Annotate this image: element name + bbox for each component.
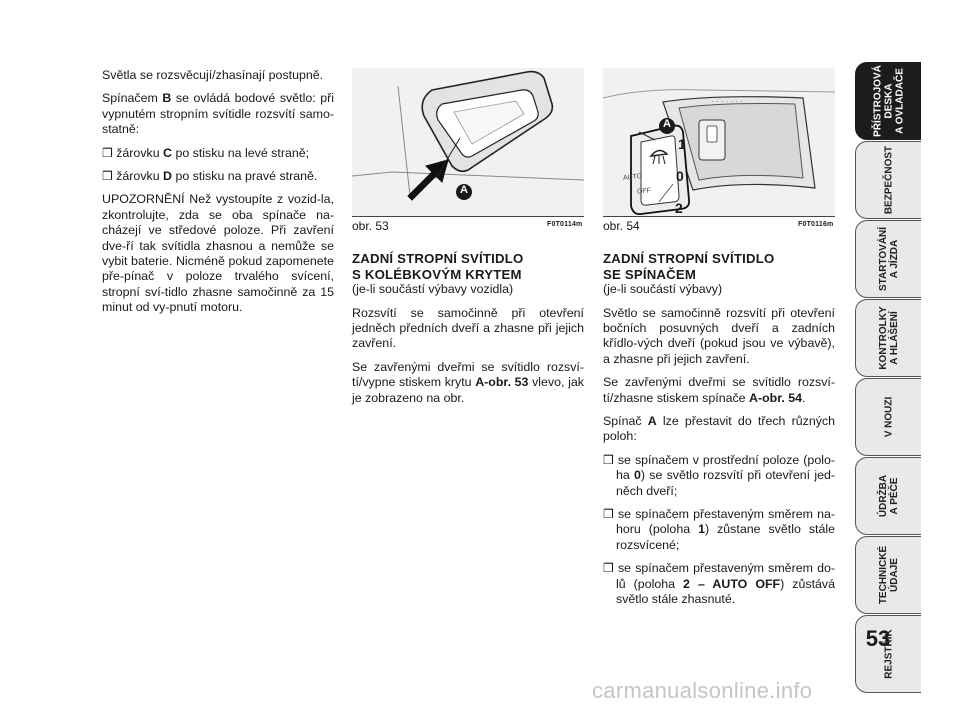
tab-udrzba-a-pece[interactable]: ÚDRŽBA A PÉČE: [855, 457, 921, 535]
bullet-bulb-d: ❒ žárovku D po stisku na pravé straně.: [102, 169, 318, 184]
position-1-label: 1: [678, 136, 686, 152]
bullet-bulb-c: ❒ žárovku C po stisku na levé straně;: [102, 145, 310, 160]
callout-a-label: A: [663, 118, 671, 130]
cover-press-paragraph: Se zavřenými dveřmi se svítidlo rozsví-tí/vypne stiskem krytu A-obr. 53 vlevo, jak je zobrazeno na obr.: [352, 359, 584, 405]
switch-positions-paragraph: Spínač A lze přestavit do třech různých poloh:: [603, 414, 835, 444]
callout-a-label: A: [460, 184, 468, 196]
tab-technicke-udaje[interactable]: TECHNICKÉ ÚDAJE: [855, 536, 921, 614]
section-heading: ZADNÍ STROPNÍ SVÍTIDLO SE SPÍNAČEM: [603, 251, 775, 282]
figure-54-caption: obr. 54: [603, 219, 640, 233]
left-column: [102, 68, 334, 324]
auto-label: AUTO: [622, 173, 643, 182]
bullet-position-2: ❒ se spínačem přestaveným směrem do-lů (poloha 2 – AUTO OFF) zůstává světlo stále zhasnuté.: [603, 561, 835, 607]
tab-kontrolky-a-hlaseni[interactable]: KONTROLKY A HLÁŠENÍ: [855, 299, 921, 377]
position-0-label: 0: [676, 168, 684, 184]
bullet-icon: ❒: [102, 145, 113, 160]
figure-54-code: F0T0116m: [798, 221, 834, 228]
intro-paragraph: Světla se rozsvěcují/zhasínají postupně.: [102, 68, 324, 82]
auto-light-paragraph: Světlo se samočinně rozsvítí při otevření bočních posuvných dveří a zadních křídlo-vých dveří (pokud jsou ve výbavě), a zhasne při jejich zavření.: [603, 305, 835, 366]
tab-rejstrik[interactable]: REJSTŘÍK: [855, 615, 921, 693]
bullet-position-0: ❒ se spínačem v prostřední poloze (polo-ha 0) se světlo rozsvítí při otevření jed-něch dveří;: [603, 452, 835, 498]
bullet-icon: ❒: [102, 169, 113, 184]
bullet-position-1: ❒ se spínačem přestaveným směrem na-horu (poloha 1) zůstane světlo stále rozsvícené;: [603, 507, 835, 552]
figure-53-code: F0T0114m: [547, 221, 583, 228]
warning-paragraph: UPOZORNĚNÍ Než vystoupíte z vozid-la, zkontrolujte, zda se oba spínače na-cházejí ve středové poloze. Při zavření dve-ří tak svítidla zhasnou a nemůže se vybit baterie. Nicméně pokud zapomenete pře-pínač v poloze trvalého svícení, stropní sví-tidlo zhasne samočinně za 15 minut od vy-pnutí motoru.: [102, 192, 334, 315]
auto-light-paragraph: Rozsvítí se samočinně při otevření jedněch předních dveří a zhasne při jejich zavření.: [352, 305, 584, 351]
svg-text:· · · · · · ·: · · · · · · ·: [711, 97, 743, 106]
watermark: carmanualsonline.info: [592, 678, 813, 703]
tab-v-nouzi[interactable]: V NOUZI: [855, 378, 921, 456]
switch-press-paragraph: Se zavřenými dveřmi se svítidlo rozsví-tí/zhasne stiskem spínače A-obr. 54.: [603, 375, 835, 405]
figure-53-caption: obr. 53: [352, 219, 389, 233]
tab-bezpecnost[interactable]: BEZPEČNOST: [855, 141, 921, 219]
off-label: OFF: [636, 187, 652, 196]
section-subheading: (je-li součástí výbavy): [603, 282, 723, 297]
bullet-icon: ❒: [603, 452, 614, 467]
position-2-label: 2: [675, 200, 683, 216]
section-heading: ZADNÍ STROPNÍ SVÍTIDLO S KOLÉBKOVÝM KRYTEM: [352, 251, 524, 282]
tab-startovani-a-jizda[interactable]: STARTOVÁNÍ A JÍZDA: [855, 220, 921, 298]
bullet-icon: ❒: [603, 507, 614, 522]
section-subheading: (je-li součástí výbavy vozidla): [352, 282, 514, 297]
page-number: 53: [865, 626, 891, 651]
figure-54-illustration: [603, 68, 835, 217]
right-column: [603, 251, 835, 616]
middle-column: [352, 251, 584, 414]
switch-b-paragraph: Spínačem B se ovládá bodové světlo: při vypnutém stropním svítidle rozsvítí samo-statně:: [102, 91, 334, 137]
figure-53-illustration: [352, 68, 584, 217]
tab-pristrojova-deska[interactable]: PŘÍSTROJOVÁ DESKA A OVLADAČE: [855, 62, 921, 140]
bullet-icon: ❒: [603, 561, 614, 576]
